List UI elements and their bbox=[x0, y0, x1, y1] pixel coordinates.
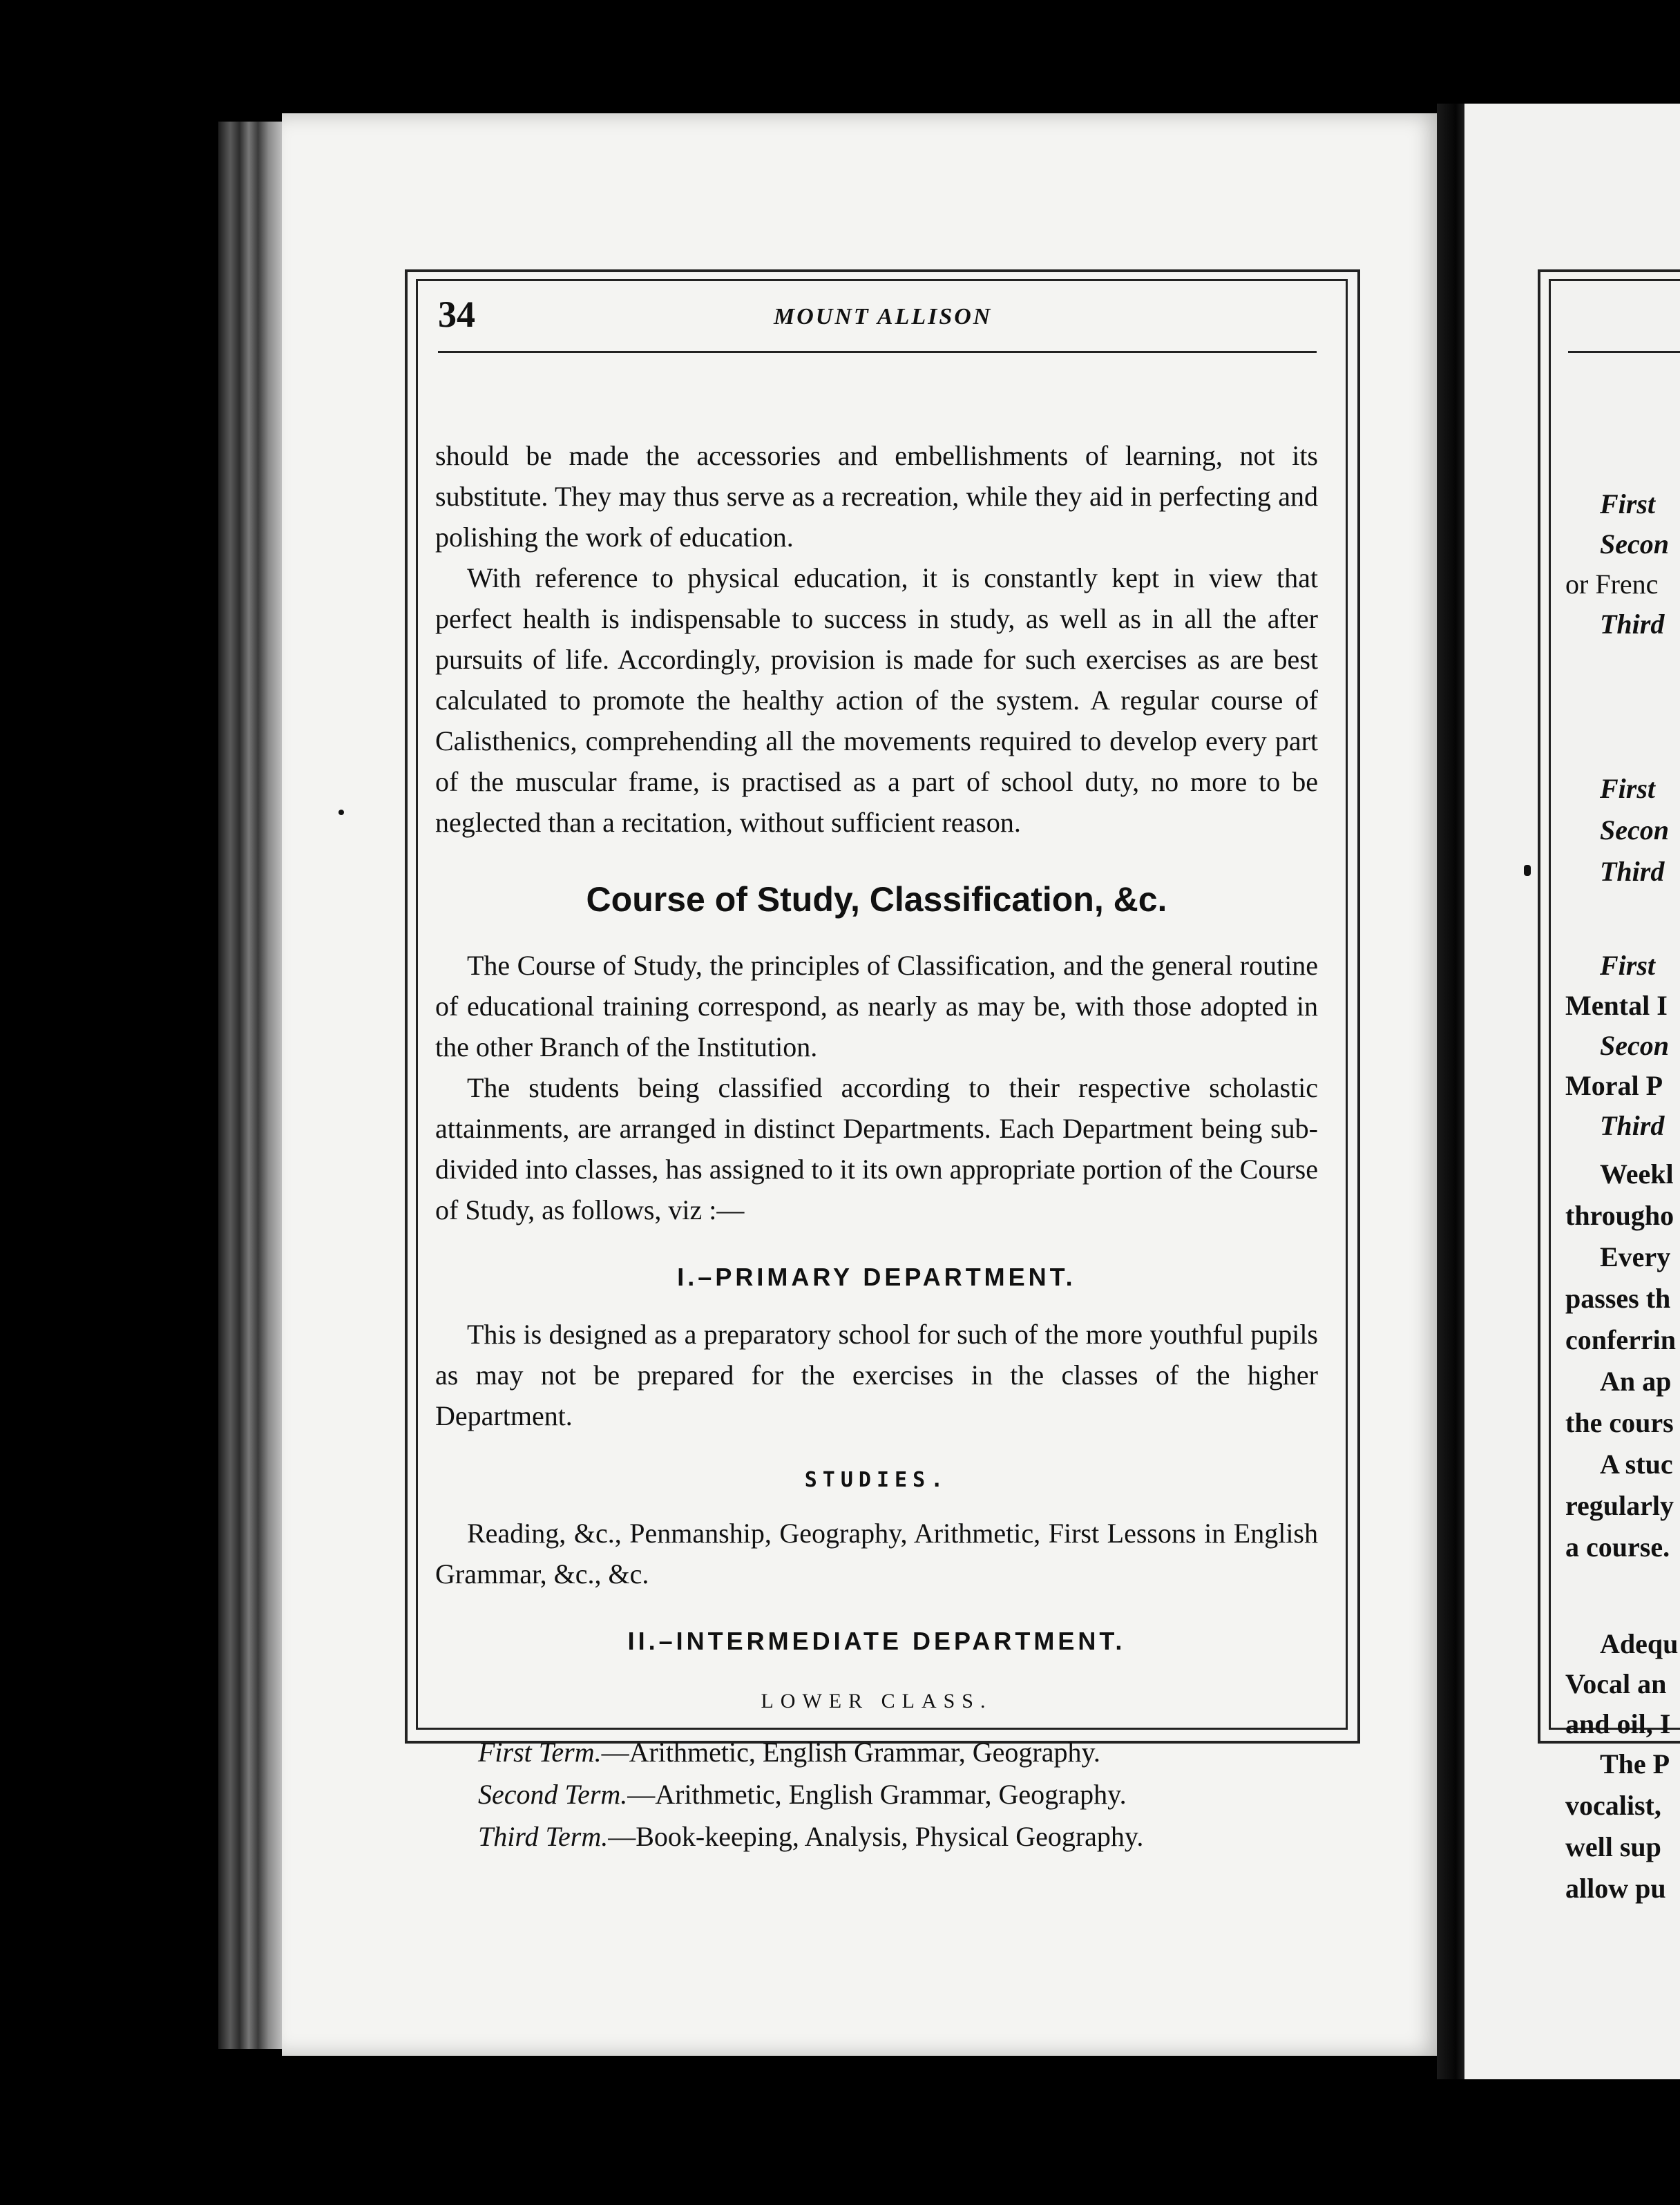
term-line bbox=[435, 1731, 1318, 1773]
page-number: 34 bbox=[438, 294, 475, 335]
term-label: Third Term. bbox=[478, 1821, 609, 1852]
right-header-rule bbox=[1568, 351, 1680, 353]
page-body bbox=[435, 435, 1318, 1858]
class-title: LOWER CLASS. bbox=[761, 1690, 993, 1712]
right-line: An ap bbox=[1600, 1366, 1672, 1397]
ink-speck bbox=[338, 810, 344, 815]
term-text: —Book-keeping, Analysis, Physical Geography. bbox=[608, 1821, 1144, 1852]
right-line: Third bbox=[1600, 609, 1665, 640]
right-line: Moral P bbox=[1565, 1070, 1663, 1101]
right-line: well sup bbox=[1565, 1831, 1661, 1862]
right-line: a course. bbox=[1565, 1531, 1670, 1563]
paragraph: The students being classified according to their respective scholastic attainments, are arranged in distinct Departments. Each Department being sub-divided into classes, has assigned to it its own appropriate portion of the Course of Study, as follows, viz :— bbox=[435, 1072, 1318, 1225]
right-line: Secon bbox=[1600, 814, 1669, 846]
right-line: First bbox=[1600, 773, 1656, 804]
right-line: allow pu bbox=[1565, 1873, 1666, 1904]
right-line: Vocal an bbox=[1565, 1668, 1667, 1699]
paragraph: With reference to physical education, it is constantly kept in view that perfect health is indispensable to success in study, as well as in all the after pursuits of life. Accordingly, provision is made for such exercises as are best calculated to promote the healthy action of the system. A regular course of Calisthenics, comprehending all the movements required to develop every part of the muscular frame, is practised as a part of school duty, no more to be neglected than a recitation, without sufficient reason. bbox=[435, 562, 1318, 838]
term-text: —Arithmetic, English Grammar, Geography. bbox=[627, 1779, 1127, 1810]
right-line: conferrin bbox=[1565, 1324, 1676, 1355]
right-line: Third bbox=[1600, 856, 1665, 887]
right-line: Secon bbox=[1600, 1030, 1669, 1061]
term-label: First Term. bbox=[478, 1737, 602, 1768]
paragraph: should be made the accessories and embellishments of learning, not its substitute. They may thus serve as a recreation, while they aid in perfecting and polishing the work of education. bbox=[435, 440, 1318, 553]
book-spine bbox=[218, 122, 285, 2049]
term-line bbox=[435, 1773, 1318, 1815]
right-line: Secon bbox=[1600, 528, 1669, 560]
header-rule bbox=[438, 351, 1317, 353]
paragraph: Reading, &c., Penmanship, Geography, Arithmetic, First Lessons in English Grammar, &c., &c. bbox=[435, 1518, 1318, 1590]
right-line: or Frenc bbox=[1565, 569, 1659, 600]
right-line: Adequ bbox=[1600, 1628, 1679, 1659]
right-line: First bbox=[1600, 950, 1656, 981]
right-line: and oil, I bbox=[1565, 1708, 1671, 1739]
right-line: Third bbox=[1600, 1110, 1665, 1141]
paragraph: The Course of Study, the principles of Classification, and the general routine of educational training correspond, as nearly as may be, with those adopted in the other Branch of the Institution. bbox=[435, 950, 1318, 1062]
term-text: —Arithmetic, English Grammar, Geography. bbox=[601, 1737, 1100, 1768]
right-line: througho bbox=[1565, 1200, 1674, 1231]
right-line: Every bbox=[1600, 1241, 1671, 1272]
section-title: Course of Study, Classification, &c. bbox=[586, 880, 1167, 919]
department-title: II.–INTERMEDIATE DEPARTMENT. bbox=[627, 1627, 1126, 1655]
department-title: I.–PRIMARY DEPARTMENT. bbox=[677, 1263, 1076, 1291]
right-line: vocalist, bbox=[1565, 1790, 1661, 1821]
right-line: A stuc bbox=[1600, 1449, 1673, 1480]
right-line: Mental I bbox=[1565, 990, 1668, 1021]
paragraph: This is designed as a preparatory school for such of the more youthful pupils as may not be prepared for the exercises in the classes of the higher Department. bbox=[435, 1319, 1318, 1431]
running-head: MOUNT ALLISON bbox=[774, 304, 993, 330]
right-line: The P bbox=[1600, 1748, 1670, 1779]
term-line bbox=[435, 1815, 1318, 1858]
right-line: Weekl bbox=[1600, 1158, 1674, 1190]
ink-speck bbox=[1524, 865, 1531, 876]
right-line: First bbox=[1600, 488, 1656, 519]
right-line: the cours bbox=[1565, 1407, 1674, 1438]
studies-title: STUDIES. bbox=[804, 1468, 949, 1492]
term-label: Second Term. bbox=[478, 1779, 628, 1810]
right-line: regularly bbox=[1565, 1490, 1674, 1521]
right-line: passes th bbox=[1565, 1283, 1671, 1314]
